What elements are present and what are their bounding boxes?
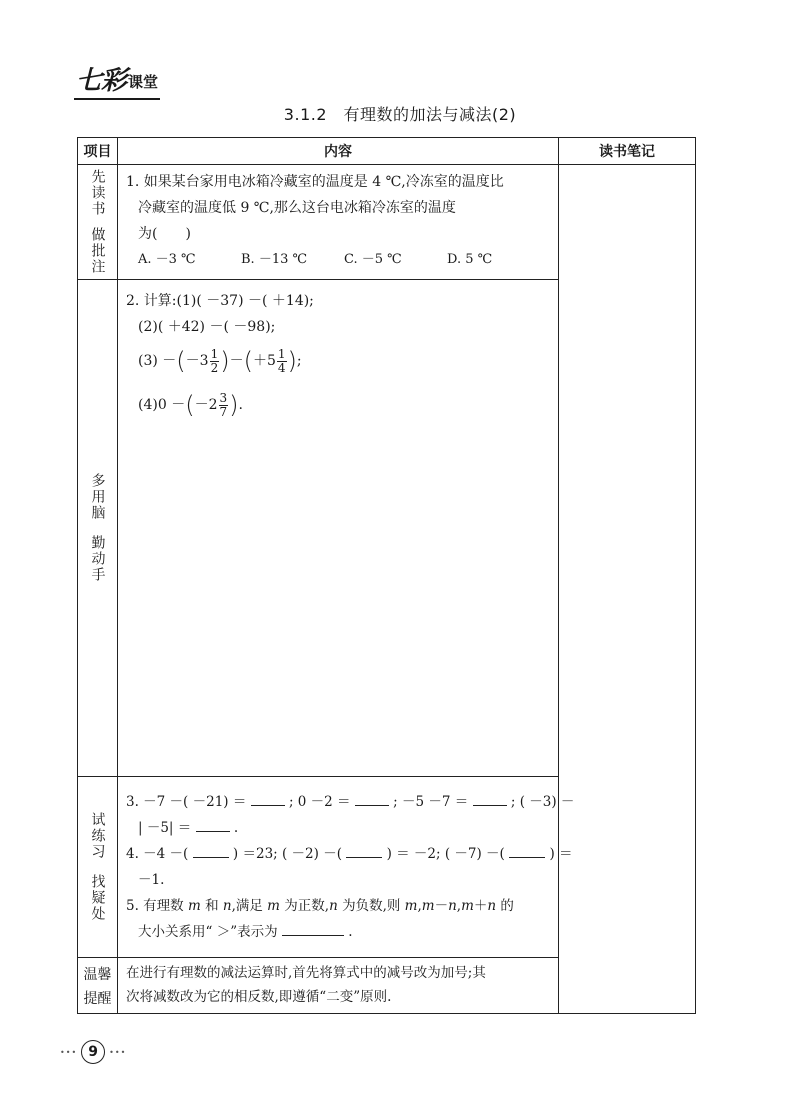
- q5-part-a: 5. 有理数: [126, 898, 184, 914]
- page-title: 3.1.2 有理数的加法与减法(2): [283, 105, 517, 124]
- notes-column: [559, 165, 696, 1014]
- q2-4-end: .: [238, 397, 243, 413]
- paren-open: (: [185, 391, 195, 419]
- q5-minus: －: [434, 898, 449, 914]
- answer-blank[interactable]: [346, 841, 382, 858]
- fraction-numerator: 1: [277, 346, 286, 361]
- var-m: m: [267, 898, 280, 914]
- section-reminder-label-a: 温馨: [83, 967, 112, 983]
- q3-part-b: ; 0 －2 ＝: [288, 794, 351, 810]
- var-m: m: [187, 898, 201, 914]
- q3-part-d: ; ( －3) －: [510, 794, 575, 810]
- q2-3-whole-b: ＋5: [252, 353, 276, 369]
- var-n: n: [448, 898, 457, 914]
- q5-comma: ,: [456, 898, 462, 914]
- question-2: [118, 280, 559, 777]
- q2-4-prefix: (4)0 －: [138, 397, 186, 413]
- q2-line-3: [126, 340, 550, 382]
- answer-blank[interactable]: [473, 789, 507, 806]
- brand-underline: [74, 98, 160, 100]
- question-1: [118, 165, 559, 280]
- q3-part-f: .: [233, 820, 239, 836]
- section-try-label-b: 找疑处: [89, 874, 106, 922]
- header-row: [78, 138, 696, 165]
- q2-3-end: ;: [296, 353, 302, 369]
- q5-part-e: 为负数,则: [342, 898, 401, 914]
- q4-part-b: ) ＝23; ( －2) －(: [232, 846, 342, 862]
- answer-blank[interactable]: [251, 789, 285, 806]
- brand-logo: [76, 68, 158, 94]
- var-n: n: [487, 898, 497, 914]
- var-n: n: [222, 898, 232, 914]
- q5-line-2: [126, 919, 550, 945]
- brand-subtitle: 课堂: [128, 73, 159, 91]
- section-read-label-cell: [78, 165, 118, 280]
- header-notes: 读书笔记: [559, 138, 696, 165]
- section-read-label-a: 先读书: [89, 169, 106, 217]
- q2-line-4: [126, 382, 550, 428]
- fraction-denominator: 2: [210, 360, 219, 375]
- fraction-numerator: 1: [210, 346, 219, 361]
- q1-choice-a: A. －3 ℃: [138, 252, 196, 267]
- q4-part-c: ) ＝ －2; ( －7) －(: [386, 846, 505, 862]
- var-m: m: [461, 898, 474, 914]
- var-m: m: [421, 898, 435, 914]
- section-read-label-b: 做批注: [89, 227, 106, 275]
- q5-part-b: 和: [205, 898, 219, 914]
- var-n: n: [329, 898, 338, 914]
- q1-line-2: 冷藏室的温度低 9 ℃,那么这台电冰箱冷冻室的温度: [138, 200, 456, 216]
- q5-part-c: ,满足: [231, 898, 263, 914]
- fraction-one-quarter: [277, 348, 287, 375]
- answer-blank[interactable]: [509, 841, 545, 858]
- fraction-denominator: 7: [219, 404, 228, 419]
- q5-comma: ,: [417, 898, 422, 914]
- q4-part-a: 4. －4 －(: [126, 846, 189, 862]
- q1-line-3: 为( ): [138, 226, 191, 242]
- q2-3-minus: －: [229, 353, 244, 369]
- q1-choice-c: C. －5 ℃: [344, 252, 402, 267]
- worksheet-table: [77, 137, 696, 1014]
- reminder-line-1: 在进行有理数的减法运算时,首先将算式中的减号改为加号;其: [126, 965, 486, 981]
- section-practice-label-cell: [78, 280, 118, 777]
- section-try-label-a: 试练习: [89, 812, 106, 860]
- section-practice-label-b: 勤动手: [89, 535, 106, 583]
- q3-part-a: 3. －7 －( －21) ＝: [126, 794, 247, 810]
- questions-3-5: [118, 777, 575, 958]
- reminder-text: [118, 958, 559, 1014]
- q1-choice-d: D. 5 ℃: [447, 252, 493, 267]
- q3-line-1: [126, 789, 575, 815]
- q5-part-j: 的: [500, 898, 514, 914]
- q3-part-e: | －5| ＝: [138, 820, 192, 836]
- page-dots-left: •••: [60, 1047, 78, 1057]
- brand-script: 七彩: [76, 66, 127, 96]
- answer-blank[interactable]: [196, 815, 230, 832]
- q1-line-1: 1. 如果某台家用电冰箱冷藏室的温度是 4 ℃,冷冻室的温度比: [126, 174, 504, 190]
- fraction-three-sevenths: [219, 392, 229, 419]
- section-reminder-label-b: 提醒: [83, 991, 112, 1007]
- q4-part-d: ) ＝: [549, 846, 573, 862]
- section-read: [78, 165, 696, 280]
- fraction-numerator: 3: [219, 390, 228, 405]
- paren-close: ): [229, 391, 239, 419]
- q2-3-whole-a: －3: [185, 353, 209, 369]
- q3-line-2: [126, 815, 550, 841]
- q2-line-2: (2)( ＋42) －( －98);: [138, 319, 276, 335]
- q5-part-d: 为正数,: [284, 898, 330, 914]
- q5-line-1: [126, 893, 550, 919]
- q1-choices: [126, 247, 550, 273]
- q2-3-prefix: (3) －: [138, 353, 177, 369]
- page-dots-right: •••: [109, 1047, 127, 1057]
- paren-open: (: [243, 347, 253, 375]
- section-try-label-cell: [78, 777, 118, 958]
- answer-blank[interactable]: [193, 841, 229, 858]
- answer-blank[interactable]: [282, 919, 344, 936]
- q1-choice-b: B. －13 ℃: [241, 252, 308, 267]
- header-item: 项目: [78, 138, 118, 165]
- q3-part-c: ; －5 －7 ＝: [393, 794, 469, 810]
- page-number: 9: [81, 1040, 105, 1064]
- paren-close: ): [220, 347, 230, 375]
- q2-4-whole: －2: [194, 397, 218, 413]
- q5-part-l: .: [348, 924, 353, 940]
- q2-line-1: 2. 计算:(1)( －37) －( ＋14);: [126, 293, 314, 309]
- answer-blank[interactable]: [355, 789, 389, 806]
- section-reminder-label-cell: [78, 958, 118, 1014]
- section-practice-label-a: 多用脑: [89, 473, 106, 521]
- page-number-badge: [60, 1040, 126, 1064]
- reminder-line-2: 次将减数改为它的相反数,即遵循“二变”原则.: [126, 989, 392, 1005]
- var-m: m: [404, 898, 418, 914]
- paren-close: ): [287, 347, 297, 375]
- fraction-denominator: 4: [277, 360, 286, 375]
- paren-open: (: [176, 347, 186, 375]
- fraction-one-half: [210, 348, 220, 375]
- q5-plus: ＋: [473, 898, 488, 914]
- q4-line-1: [126, 841, 573, 867]
- header-content: 内容: [118, 138, 559, 165]
- q4-line-2: －1.: [138, 872, 165, 888]
- q5-part-k: 大小关系用“ ＞”表示为: [138, 924, 278, 940]
